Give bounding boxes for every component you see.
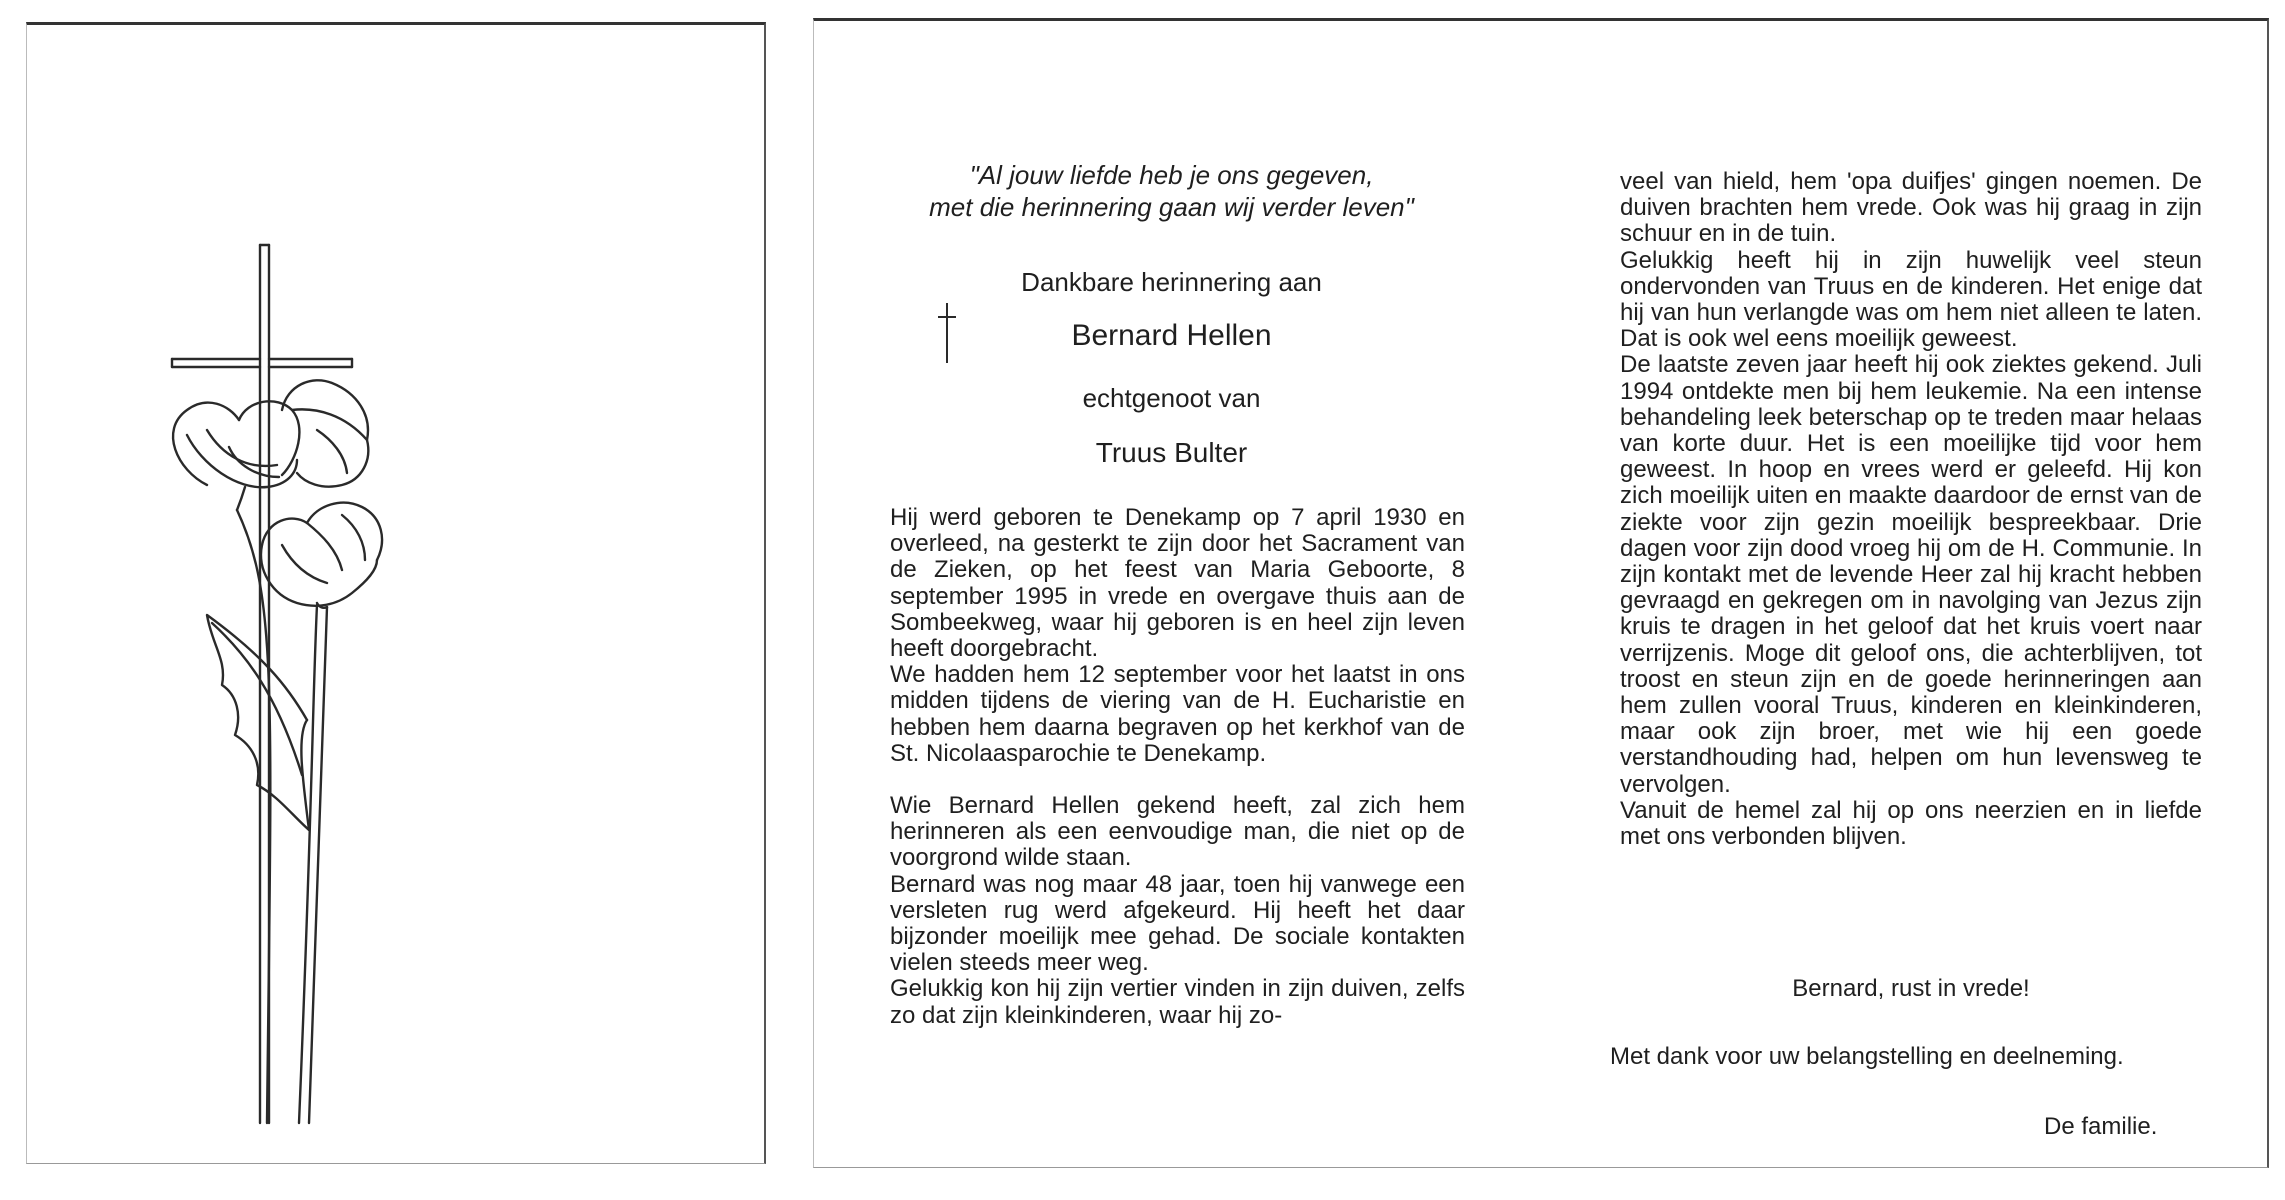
card-inside-panel [813, 18, 2269, 1168]
spouse-name: Truus Bulter [1095, 437, 1248, 468]
paragraph: De laatste zeven jaar heeft hij ook ziektes gekend. Juli 1994 ontdekte men bij hem leukemie. Na een intense behandeling leek beterschap op te treden maar helaas van korte duur. Het is een moeilijke tijd voor hem geweest. In hoop en vrees werd er geleefd. Hij kon zich moeilijk uiten en maakte daardoor de ernst van de ziekte voor zijn gezin moeilijk bespreekbaar. Drie dagen voor zijn dood vroeg hij om de H. Communie. In zijn kontakt met de levende Heer zal hij kracht hebben gevraagd en gekregen om in navolging van Jezus zijn kruis te dragen in het geloof dat het kruis voert naar verrijzenis. Moge dit geloof ons, die achterblijven, tot troost en steun zijn en de goede herinneringen aan hem zullen vooral Truus, kinderen en kleinkinderen, maar ook zijn broer, met wie hij een goede verstandhouding had, helpen om hun levensweg te vervolgen. [1620, 351, 2202, 798]
deceased-name: Bernard Hellen [1071, 319, 1272, 352]
intro-text: Dankbare herinnering aan [1021, 267, 1322, 297]
quote-line-2: met die herinnering gaan wij verder leven" [929, 192, 1414, 222]
cross-with-poppies-icon [167, 215, 447, 1135]
thanks-line: Met dank voor uw belangstelling en deelneming. [1610, 1043, 2124, 1070]
family-signature: De familie. [2044, 1113, 2158, 1140]
paragraph: Bernard was nog maar 48 jaar, toen hij vanwege een versleten rug werd afgekeurd. Hij heeft het daar bijzonder moeilijk mee gehad. De sociale kontakten vielen steeds meer weg. [890, 870, 1465, 977]
paragraph: Gelukkig kon hij zijn vertier vinden in zijn duiven, zelfs zo dat zijn kleinkinderen, waar hij zo- [890, 975, 1465, 1029]
quote-line-1: "Al jouw liefde heb je ons gegeven, [969, 160, 1374, 190]
memorial-quote [814, 159, 1529, 223]
paragraph: veel van hield, hem 'opa duifjes' gingen noemen. De duiven brachten hem vrede. Ook was hij graag in zijn schuur en in de tuin. [1620, 168, 2202, 248]
paragraph: We hadden hem 12 september voor het laatst in ons midden tijdens de viering van de H. Eucharistie en hebben hem daarna begraven op het kerkhof van de St. Nicolaasparochie te Denekamp. [890, 661, 1465, 767]
biography-column-right [1620, 169, 2202, 850]
paragraph: Gelukkig heeft hij in zijn huwelijk veel steun ondervonden van Truus en de kinderen. Het enige dat hij van hun verlangde was om hem niet alleen te laten. Dat is ook wel eens moeilijk geweest. [1620, 246, 2202, 353]
rest-in-peace-line: Bernard, rust in vrede! [1792, 975, 2030, 1002]
card-front-panel [26, 22, 766, 1164]
biography-column-left [890, 505, 1465, 1029]
paragraph: Hij werd geboren te Denekamp op 7 april 1930 en overleed, na gesterkt te zijn door het Sacrament van de Zieken, op het feest van Maria Geboorte, 8 september 1995 in vrede en overgave thuis aan de Sombeekweg, waar hij geboren is en heel zijn leven heeft doorgebracht. [890, 504, 1465, 663]
spouse-label: echtgenoot van [1082, 383, 1261, 413]
paragraph: Wie Bernard Hellen gekend heeft, zal zich hem herinneren als een eenvoudige man, die niet op de voorgrond wilde staan. [890, 792, 1465, 872]
paragraph: Vanuit de hemel zal hij op ons neerzien en in liefde met ons verbonden blijven. [1620, 796, 2202, 851]
